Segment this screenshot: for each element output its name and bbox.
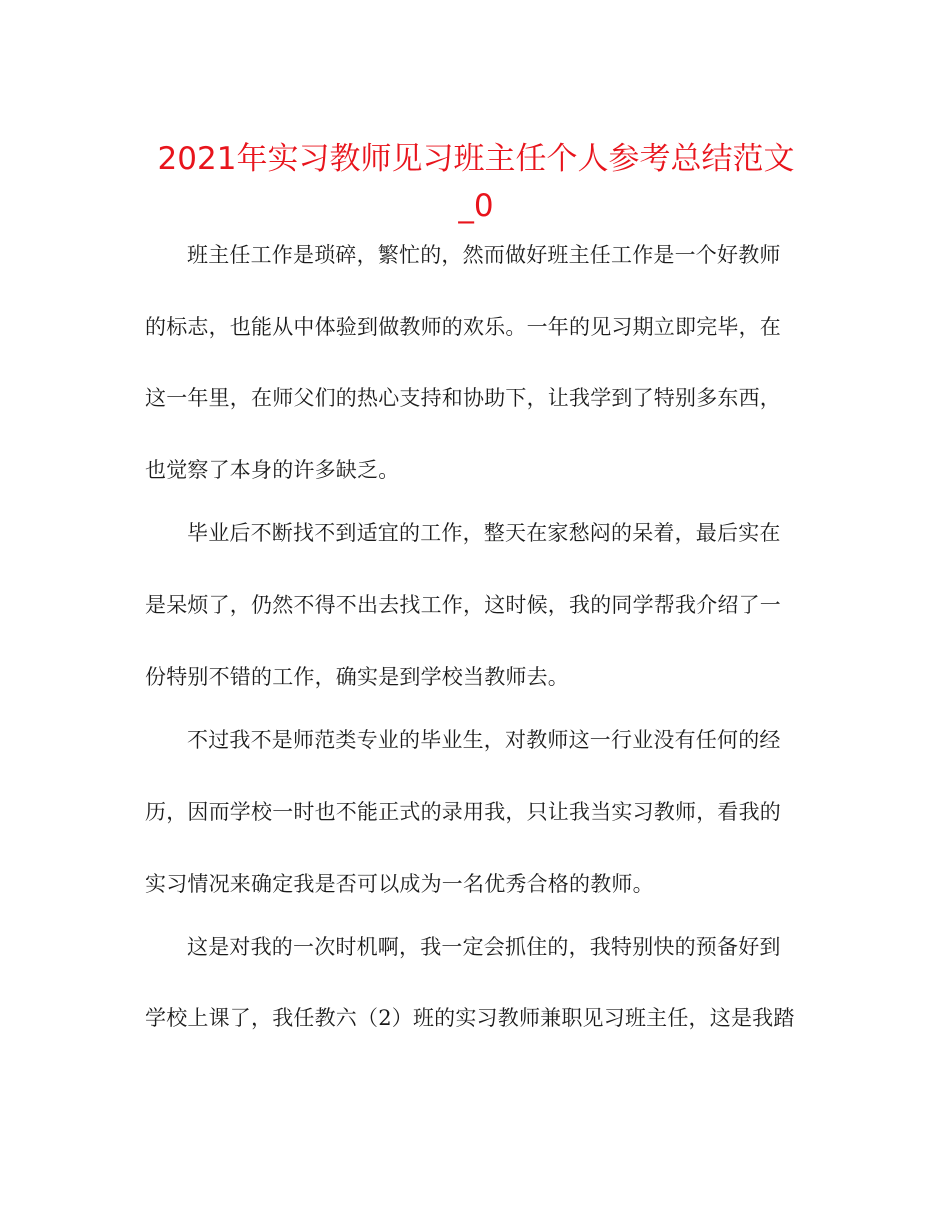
paragraph-line: 实习情况来确定我是否可以成为一名优秀合格的教师。 [145, 872, 654, 896]
paragraph-line: 的标志，也能从中体验到做教师的欢乐。一年的见习期立即完毕，在 [145, 315, 781, 339]
paragraph-line: 历，因而学校一时也不能正式的录用我，只让我当实习教师，看我的 [145, 800, 781, 824]
title-line-2: _0 [458, 188, 494, 224]
document-title [140, 136, 812, 230]
paragraph-line: 也觉察了本身的许多缺乏。 [145, 458, 400, 482]
title-line-1: 2021年实习教师见习班主任个人参考总结范文 [157, 141, 795, 177]
paragraph-line: 份特别不错的工作，确实是到学校当教师去。 [145, 665, 569, 689]
paragraph-line: 不过我不是师范类专业的毕业生，对教师这一行业没有任何的经 [187, 728, 781, 752]
paragraph-line: 学校上课了，我任教六（2）班的实习教师兼职见习班主任，这是我踏 [145, 1006, 795, 1030]
paragraph-line: 这是对我的一次时机啊，我一定会抓住的，我特别快的预备好到 [187, 935, 781, 959]
paragraph-line: 是呆烦了，仍然不得不出去找工作，这时候，我的同学帮我介绍了一 [145, 593, 781, 617]
paragraph-line: 这一年里，在师父们的热心支持和协助下，让我学到了特别多东西， [145, 386, 781, 410]
paragraph-line: 班主任工作是琐碎，繁忙的，然而做好班主任工作是一个好教师 [187, 243, 781, 267]
paragraph-line: 毕业后不断找不到适宜的工作，整天在家愁闷的呆着，最后实在 [187, 521, 781, 545]
